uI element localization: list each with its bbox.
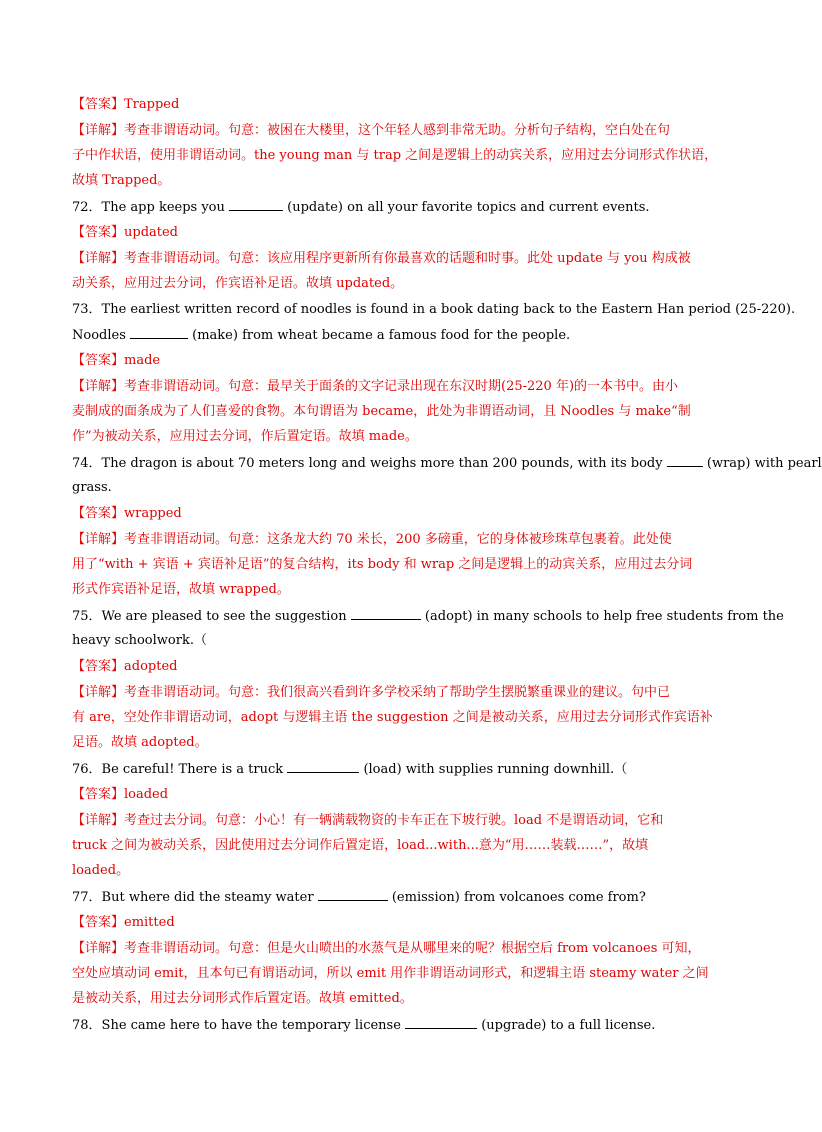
line-text-after-blank: (adopt) in many schools to help free students from the xyxy=(424,609,784,624)
answer-blank xyxy=(318,888,388,901)
line-text: 形式作宾语补足语，故填 wrapped。 xyxy=(72,582,290,597)
line-text: 【详解】考查非谓语动词。句意：该应用程序更新所有你最喜欢的话题和时事。此处 update 与 you 构成被 xyxy=(72,251,691,266)
answer-blank xyxy=(351,607,421,620)
answer-line xyxy=(72,837,732,855)
answer-blank xyxy=(667,454,703,467)
line-text: 动关系，应用过去分词，作宾语补足语。故填 updated。 xyxy=(72,276,404,291)
line-text: 76．Be careful! There is a truck xyxy=(72,762,284,777)
question-line xyxy=(72,479,732,497)
answer-line xyxy=(72,734,732,752)
line-text: truck 之间为被动关系，因此使用过去分词作后置定语，load...with...意为“用……装载……”，故填 xyxy=(72,838,649,853)
question-line xyxy=(72,632,732,650)
answer-line xyxy=(72,378,732,396)
line-text: 足语。故填 adopted。 xyxy=(72,735,208,750)
answer-line xyxy=(72,862,732,880)
line-text-after-blank: (update) on all your favorite topics and current events. xyxy=(287,200,650,215)
question-line xyxy=(72,454,822,473)
line-text: 【答案】wrapped xyxy=(72,506,182,521)
answer-blank xyxy=(287,760,359,773)
line-text: 有 are，空处作非谓语动词，adopt 与逻辑主语 the suggestion 之间是被动关系，应用过去分词形式作宾语补 xyxy=(72,710,713,725)
line-text: 72．The app keeps you xyxy=(72,200,225,215)
line-text: 【答案】adopted xyxy=(72,659,178,674)
question-line xyxy=(72,607,784,626)
answer-line xyxy=(72,275,732,293)
answer-line xyxy=(72,122,732,140)
answer-line xyxy=(72,914,732,932)
line-text: 【详解】考查过去分词。句意：小心！有一辆满载物资的卡车正在下坡行驶。load 不是谓语动词，它和 xyxy=(72,813,664,828)
answer-line xyxy=(72,172,732,190)
line-text-after-blank: (make) from wheat became a famous food for the people. xyxy=(192,328,571,343)
answer-blank xyxy=(130,326,188,339)
line-text: 故填 Trapped。 xyxy=(72,173,171,188)
line-text: 77．But where did the steamy water xyxy=(72,890,314,905)
answer-line xyxy=(72,581,732,599)
line-text: 是被动关系，用过去分词形式作后置定语。故填 emitted。 xyxy=(72,991,413,1006)
question-line xyxy=(72,888,732,907)
question-line xyxy=(72,301,796,319)
answer-line xyxy=(72,147,732,165)
line-text: heavy schoolwork.（ xyxy=(72,633,207,648)
line-text-after-blank: (upgrade) to a full license. xyxy=(481,1018,656,1033)
line-text: 【答案】updated xyxy=(72,225,179,240)
answer-line xyxy=(72,990,732,1008)
line-text: 【详解】考查非谓语动词。句意：我们很高兴看到许多学校采纳了帮助学生摆脱繁重课业的建议。句中已 xyxy=(72,685,671,700)
answer-line xyxy=(72,403,732,421)
answer-line xyxy=(72,658,732,676)
answer-blank xyxy=(229,198,283,211)
line-text: 作”为被动关系，应用过去分词，作后置定语。故填 made。 xyxy=(72,429,418,444)
line-text: 空处应填动词 emit，且本句已有谓语动词，所以 emit 用作非谓语动词形式，和逻辑主语 steamy water 之间 xyxy=(72,966,709,981)
line-text-after-blank: (emission) from volcanoes come from? xyxy=(391,890,646,905)
line-text: 麦制成的面条成为了人们喜爱的食物。本句谓语为 became，此处为非谓语动词，且 Noodles 与 make“制 xyxy=(72,404,691,419)
answer-line xyxy=(72,812,732,830)
line-text: 【答案】emitted xyxy=(72,915,175,930)
line-text: Noodles xyxy=(72,328,126,343)
question-line xyxy=(72,760,732,779)
line-text: 用了“with + 宾语 + 宾语补足语”的复合结构，its body 和 wrap 之间是逻辑上的动宾关系，应用过去分词 xyxy=(72,557,693,572)
line-text: 74．The dragon is about 70 meters long and weighs more than 200 pounds, with its body xyxy=(72,456,663,471)
line-text: 【答案】loaded xyxy=(72,787,169,802)
answer-line xyxy=(72,786,732,804)
line-text: 【答案】Trapped xyxy=(72,97,180,112)
line-text: loaded。 xyxy=(72,863,130,878)
line-text: 【答案】made xyxy=(72,353,161,368)
question-line xyxy=(72,1016,732,1035)
line-text: 75．We are pleased to see the suggestion xyxy=(72,609,347,624)
question-line xyxy=(72,326,732,345)
answer-line xyxy=(72,428,732,446)
answer-line xyxy=(72,940,732,958)
line-text: 【详解】考查非谓语动词。句意：但是火山喷出的水蒸气是从哪里来的呢？根据空后 from volcanoes 可知， xyxy=(72,941,701,956)
answer-line xyxy=(72,709,732,727)
line-text: 子中作状语，使用非谓语动词。the young man 与 trap 之间是逻辑上的动宾关系，应用过去分词形式作状语， xyxy=(72,148,718,163)
line-text: 73．The earliest written record of noodles is found in a book dating back to the Eastern Han period (25-220). xyxy=(72,302,796,317)
line-text: 78．She came here to have the temporary license xyxy=(72,1018,401,1033)
answer-line xyxy=(72,352,732,370)
answer-line xyxy=(72,965,732,983)
line-text: 【详解】考查非谓语动词。句意：最早关于面条的文字记录出现在东汉时期(25-220 年)的一本书中。由小 xyxy=(72,379,679,394)
question-line xyxy=(72,198,732,217)
line-text: 【详解】考查非谓语动词。句意：被困在大楼里，这个年轻人感到非常无助。分析句子结构，空白处在句 xyxy=(72,123,671,138)
answer-line xyxy=(72,96,732,114)
line-text: grass. xyxy=(72,480,112,495)
answer-line xyxy=(72,224,732,242)
line-text-after-blank: (load) with supplies running downhill.（ xyxy=(363,762,628,777)
answer-line xyxy=(72,250,732,268)
answer-blank xyxy=(405,1016,477,1029)
answer-line xyxy=(72,556,732,574)
line-text: 【详解】考查非谓语动词。句意：这条龙大约 70 米长，200 多磅重，它的身体被珍珠草包裹着。此处使 xyxy=(72,532,672,547)
answer-line xyxy=(72,531,732,549)
answer-line xyxy=(72,505,732,523)
line-text-after-blank: (wrap) with pearl xyxy=(706,456,822,471)
answer-line xyxy=(72,684,732,702)
